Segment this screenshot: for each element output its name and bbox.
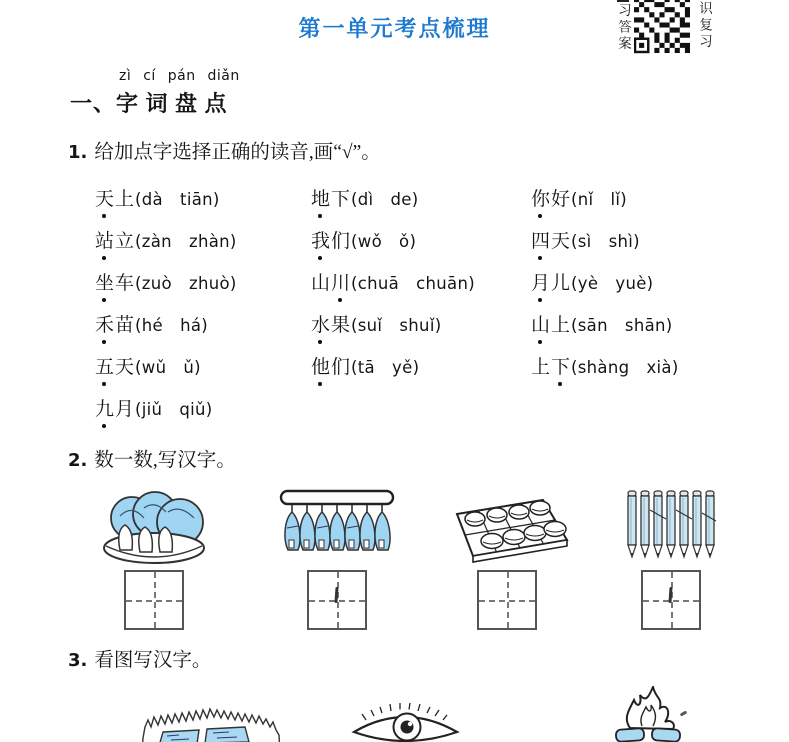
word-item: 山川 (chuā chuān) xyxy=(311,268,531,294)
q1-word-grid xyxy=(95,184,679,420)
eye-image xyxy=(348,700,463,742)
question-1-prompt xyxy=(68,136,381,164)
question-3-text: 看图写汉字。 xyxy=(94,650,212,671)
count-group-cabbages xyxy=(88,486,220,630)
word-item-empty xyxy=(531,394,679,420)
qr-left-label: 习答案 xyxy=(616,3,631,53)
word-item: 五天 (wǔ ǔ) xyxy=(95,352,311,378)
clipped-character-fragment xyxy=(617,0,629,2)
plate-of-cabbages-image xyxy=(92,486,216,566)
writing-box-2 xyxy=(307,570,367,630)
question-3-prompt xyxy=(68,644,211,672)
word-item: 四天 (sì shì) xyxy=(531,226,679,252)
pencils-image xyxy=(610,486,732,566)
qr-code xyxy=(634,0,690,54)
word-item: 天上 (dà tiān) xyxy=(95,184,311,210)
word-item: 地下 (dì de) xyxy=(311,184,531,210)
count-group-fish xyxy=(272,486,402,630)
word-item: 他们 (tā yě) xyxy=(311,352,531,378)
question-2-prompt xyxy=(68,444,236,472)
word-item: 九月 (jiǔ qiǔ) xyxy=(95,394,311,420)
section-heading: 一、字 词 盘 点 xyxy=(70,91,228,116)
word-item: 水果 (suǐ shuǐ) xyxy=(311,310,531,336)
count-group-buns xyxy=(436,486,578,630)
word-item-empty xyxy=(311,394,531,420)
word-item: 月儿 (yè yuè) xyxy=(531,268,679,294)
word-item: 我们 (wǒ ǒ) xyxy=(311,226,531,252)
word-item: 坐车 (zuò zhuò) xyxy=(95,268,311,294)
qr-right-label: 识复习 xyxy=(697,1,712,51)
rice-paddy-field-image xyxy=(133,694,283,742)
writing-box-4 xyxy=(641,570,701,630)
question-2-number: 2. xyxy=(68,450,88,471)
word-item: 山上 (sān shān) xyxy=(531,310,679,336)
word-item: 你好 (nǐ lǐ) xyxy=(531,184,679,210)
section-pinyin: zì cí pán diǎn xyxy=(119,68,240,84)
ink-mark xyxy=(334,587,338,603)
question-1-text: 给加点字选择正确的读音,画“√”。 xyxy=(94,142,381,163)
word-item: 站立 (zàn zhàn) xyxy=(95,226,311,252)
question-1-number: 1. xyxy=(68,142,88,163)
word-item: 上下 (shàng xià) xyxy=(531,352,679,378)
question-2-text: 数一数,写汉字。 xyxy=(94,450,236,471)
fire-on-logs-image xyxy=(590,686,705,742)
ink-mark xyxy=(668,587,672,603)
question-3-number: 3. xyxy=(68,650,88,671)
word-item: 禾苗 (hé há) xyxy=(95,310,311,336)
tray-of-buns-image xyxy=(437,486,577,566)
fish-hanging-on-rack-image xyxy=(276,486,398,566)
count-group-pencils xyxy=(606,486,736,630)
page-title: 第一单元考点梳理 xyxy=(298,16,491,41)
writing-box-1 xyxy=(124,570,184,630)
writing-box-3 xyxy=(477,570,537,630)
